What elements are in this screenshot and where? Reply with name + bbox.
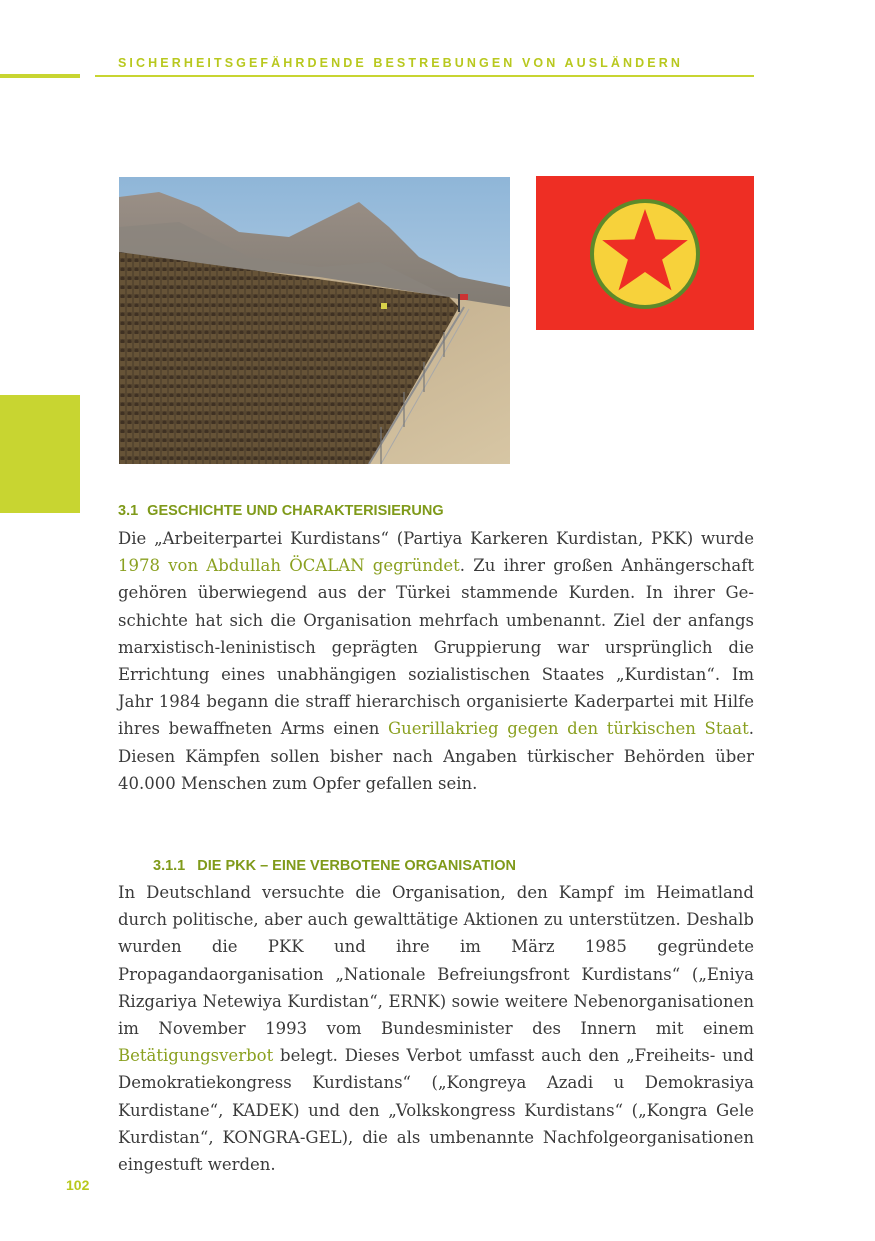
header-rule (95, 75, 754, 77)
section-title: GESCHICHTE UND CHARAKTERISIERUNG (147, 503, 444, 519)
section-paragraph (118, 525, 754, 797)
running-header-title: SICHERHEITSGEFÄHRDENDE BESTREBUNGEN VON AUSLÄNDERN (118, 56, 683, 70)
paragraph-text: belegt. Dieses Verbot umfasst auch den „Freiheits- und Demokratiekongress Kurdistans“ („Kongreya Azadi u Demokrasiya Kurdistane“, KADEK) und den „Volkskongress Kurdistans“ („Kongra Gele Kurdistan“, KONGRA-GEL), die als umbenannte Nachfolgeorganisationen eingestuft werden. (118, 1046, 754, 1175)
pkk-flag-icon (536, 176, 754, 330)
photo-image (119, 177, 510, 464)
section-number: 3.1 (118, 503, 139, 519)
paragraph-text: Die „Arbeiterpartei Kurdistans“ (Partiya Karkeren Kurdistan, PKK) wurde (118, 529, 754, 548)
header-accent-bar (0, 74, 80, 78)
highlight-founding: 1978 von Abdullah ÖCALAN gegründet (118, 556, 460, 576)
paragraph-text: . Zu ihrer großen Anhängerschaft gehören überwiegend aus der Türkei stammende Kurden. In ihrer Geschichte hat sich die Organisation mehrfach umbenannt. Ziel der anfangs marxistisch-leninistisch geprägten Gruppierung war ursprünglich die Errichtung eines unabhängigen sozialistischen Staates „Kurdistan“. Im Jahr 1984 begann die straff hierarchisch organisierte Kaderpartei mit Hilfe ihres bewaffneten Arms einen (118, 556, 754, 739)
subsection-number: 3.1.1 (153, 858, 186, 874)
paragraph-text: . Diesen Kämpfen sollen bisher nach Angaben türkischer Behörden über 40.000 Menschen zum Opfer gefallen sein. (118, 719, 754, 793)
page-number: 102 (66, 1177, 90, 1193)
paragraph-text: In Deutschland versuchte die Organisation, den Kampf im Heimatland durch politische, aber auch gewalttätige Aktionen zu unterstützen. Deshalb wurden die PKK und ihre im März 1985 gegründete Propagandaorganisation „Nationale Befreiungsfront Kurdistans“ („Eniya Rizgariya Netewiya Kurdistan“, ERNK) sowie weitere Nebenorganisationen im November 1993 vom Bundesminister des Innern mit einem (118, 883, 754, 1039)
highlight-ban: Betätigungsverbot (118, 1046, 274, 1066)
subsection-paragraph (118, 879, 754, 1178)
flag-emblem (536, 176, 754, 330)
section-heading (118, 503, 444, 519)
photo-fighters-formation (119, 177, 510, 464)
subsection-heading (153, 858, 516, 874)
chapter-side-tab (0, 395, 80, 513)
highlight-guerilla-war: Guerillakrieg gegen den türkischen Staat (387, 719, 749, 739)
subsection-title: DIE PKK – EINE VERBOTENE ORGANISATION (197, 858, 517, 874)
